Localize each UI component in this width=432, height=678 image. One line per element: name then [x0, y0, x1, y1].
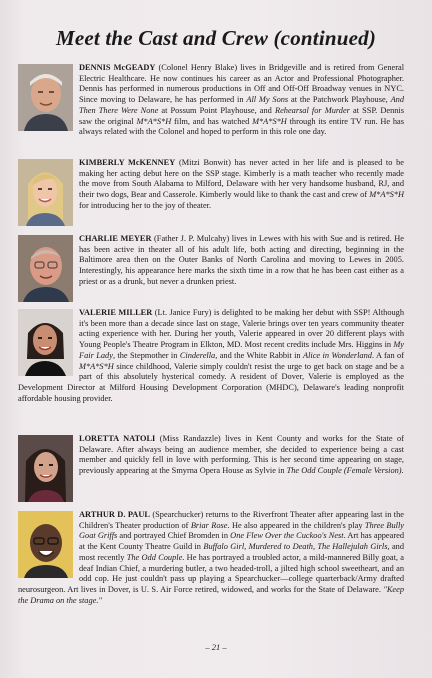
bio-text: [18, 510, 404, 606]
cast-name: KIMBERLY McKENNEY: [79, 158, 176, 167]
cast-name: ARTHUR D. PAUL: [79, 510, 150, 519]
bio-italic-text: The Odd Couple: [126, 552, 183, 562]
bio-italic-text: My Fair Lady: [79, 340, 404, 360]
bio-italic-text: M*A*S*H: [136, 116, 172, 126]
bio-text: [18, 63, 404, 138]
cast-name: VALERIE MILLER: [79, 308, 153, 317]
bio-valerie-miller: [18, 308, 404, 404]
bio-loretta-natoli: [18, 434, 404, 503]
bio-italic-text: M*A*S*H: [252, 116, 287, 126]
bio-italic-text: One Flew Over the Cuckoo's Nest: [230, 531, 344, 541]
headshot-photo: [18, 159, 73, 226]
bio-dennis-mcgeady: [18, 63, 404, 138]
bio-italic-text: The Odd Couple (Female Version).: [286, 466, 404, 476]
bio-arthur-d-paul: [18, 510, 404, 606]
bio-text-run: through its entire TV run. He has always related with the Colonel and hoped to perform in this role one day.: [79, 116, 404, 137]
headshot-photo: [18, 309, 73, 376]
bio-text: [18, 434, 404, 477]
bio-italic-text: Briar Rose: [190, 520, 228, 530]
bio-text-run: at SSP. Dennis saw the original: [79, 105, 404, 126]
bio-text-run: (Father J. P. Mulcahy) lives in Lewes with his with Sue and is retired. He has been active in theater all of his adult life, both acting and directing, beginning in the Baltimore area then on the Outer Banks of North Carolina and moving to Lewes in 2005. Interestingly, his appearance here marks the sixth time in a row that he has been cast either as a priest or as a drunk, but never a drunken priest.: [79, 234, 404, 286]
cast-name: DENNIS McGEADY: [79, 63, 156, 72]
bio-italic-text: Cinderella: [179, 350, 216, 360]
bio-italic-text: Buffalo Girl, Murdered to Death, The Hallejulah Girls: [203, 542, 388, 552]
bio-charlie-meyer: [18, 234, 404, 303]
bio-text-run: at the Patchwork Playhouse,: [288, 95, 391, 105]
bio-text: [18, 234, 404, 288]
headshot-photo: [18, 511, 73, 578]
bio-text-run: and portrayed Chief Bromden in: [117, 531, 231, 541]
bio-italic-text: M*A*S*H: [79, 361, 114, 371]
headshot-photo: [18, 64, 73, 131]
bio-text-run: for introducing her to the joy of theater.: [79, 200, 212, 210]
page-title: Meet the Cast and Crew (continued): [55, 26, 377, 50]
bio-text-run: , and the White Rabbit in: [215, 350, 303, 360]
bio-text: [18, 308, 404, 404]
bio-text-run: (Mitzi Bonwit) has never acted in her life and is pleased to be making her acting debut here on the SSP stage. Kimberly is a math teacher who recently made the move from South Alabama to Milford, Delaware with her very handsome husband, RJ, and their two dogs, Bear and Casserole. Kimberly would like to thank the cast and crew of: [79, 158, 404, 200]
bio-text-run: (Miss Randazzle) lives in Kent County and works for the State of Delaware. After always being an audience member, she decided to experience being a cast member and quickly fell in love with performing. This is her second time appearing on stage, previously appearing at the Smyrna Opera House as Sylvie in: [79, 434, 404, 476]
bio-text-run: . He has portrayed a troubled actor, a mild-mannered Billy goat, a deaf Indian Chief, a murdering butler, a two headed-troll, a jilted high school sweetheart, and an odd cop. He just couldn't pass up playing a Spearchucker—college quarterback/Army drafted neurosurgeon. Art lives in Dover, is U. S. Air Force retired, widowed, and works for the State of Delaware.: [18, 552, 404, 594]
cast-name: CHARLIE MEYER: [79, 234, 152, 243]
bio-text-run: (Lt. Janice Fury) is delighted to be making her debut with SSP! Although it's been more than a decade since last on stage, Valerie brings over ten years community theater acting experience with her. During her youth, Valerie appeared in over 20 different plays with Young People's Theatre Program in Elkton, MD. Most recent credits include Mrs. Higgins in: [79, 308, 405, 350]
bio-text-run: , the Stepmother in: [112, 350, 180, 360]
bio-kimberly-mckenney: [18, 158, 404, 227]
bio-italic-text: "Keep the Drama on the stage.": [18, 584, 404, 605]
bio-text-run: . He also appeared in the children's play: [227, 520, 365, 530]
bio-italic-text: All My Sons: [246, 95, 289, 105]
bio-text-run: film, and has watched: [171, 116, 253, 126]
headshot-photo: [18, 435, 73, 502]
bio-italic-text: And Then There Were None: [79, 95, 405, 115]
bio-text-run: . Art has appeared at the Kent County Theatre Guild in: [79, 531, 404, 552]
bio-text-run: at Possum Point Playhouse, and: [158, 105, 275, 115]
cast-name: LORETTA NATOLI: [79, 434, 156, 443]
bio-italic-text: Rehearsal for Murder: [274, 105, 350, 115]
bio-text-run: , and most recently: [79, 542, 404, 562]
bio-text-run: (Colonel Henry Blake) lives in Bridgeville and is retired from General Electric Healthcare. He now continues his career as an Actor and Professional Photographer. Dennis has performed in numerous productions in Off and Off-Off Broadway venues in NYC. Since moving to Delaware, he has performed in: [79, 63, 405, 105]
bio-text: [18, 158, 404, 212]
bio-text-run: . A fan of: [371, 350, 404, 360]
bio-italic-text: M*A*S*H: [369, 190, 404, 200]
bio-italic-text: Alice in Wonderland: [303, 350, 372, 360]
bio-italic-text: Three Bully Goat Griffs: [79, 520, 405, 541]
page-number: – 21 –: [205, 642, 227, 652]
bio-text-run: (Spearchucker) returns to the Riverfront Theater after appearing last in the Children's Theater production of: [79, 510, 404, 530]
bio-text-run: since childhood, Valerie simply couldn't resist the urge to get back on stage and be a part of this absolutely hysterical comedy. A resident of Dover, Valerie is employed as the Development Director at Milford Housing Development Corporation (MHDC), Delaware's leading nonprofit affordable housing provider.: [18, 361, 404, 403]
headshot-photo: [18, 235, 73, 302]
